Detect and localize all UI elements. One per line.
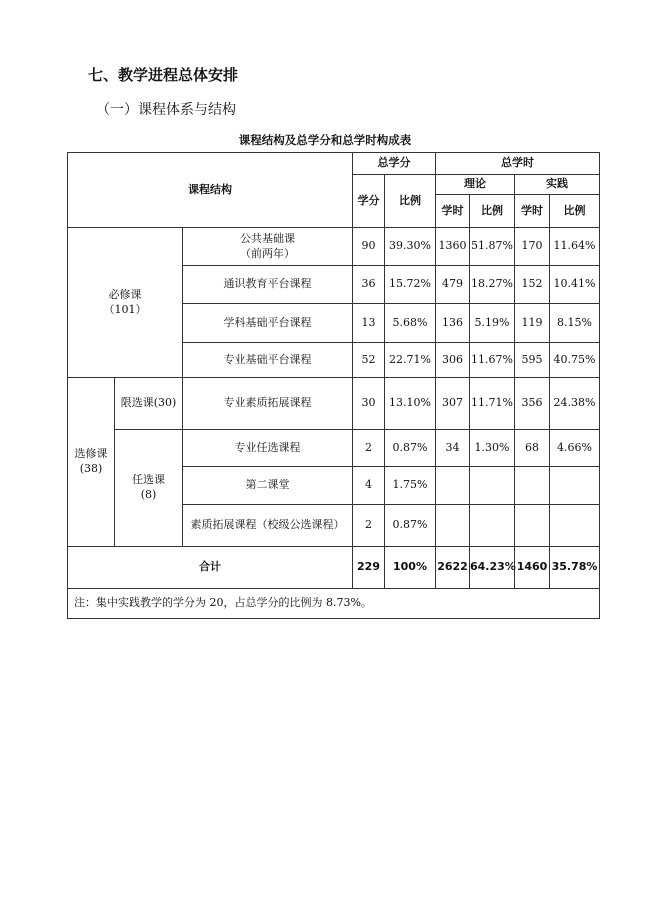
course-name: 专业任选课程 bbox=[183, 430, 353, 467]
required-group-count: （101） bbox=[103, 302, 147, 316]
practice-hours-cell: 152 bbox=[515, 266, 550, 304]
theory-ratio-cell: 11.71% bbox=[470, 378, 515, 430]
theory-ratio-cell: 11.67% bbox=[470, 343, 515, 378]
theory-ratio-cell bbox=[470, 505, 515, 547]
credits-cell: 2 bbox=[353, 430, 385, 467]
credits-cell: 4 bbox=[353, 467, 385, 505]
limited-elective-label: 限选课(30) bbox=[115, 378, 183, 430]
credits-cell: 36 bbox=[353, 266, 385, 304]
course-name: 专业基础平台课程 bbox=[183, 343, 353, 378]
total-theory-hours: 2622 bbox=[436, 547, 470, 589]
table-row bbox=[68, 228, 600, 266]
total-row bbox=[68, 547, 600, 589]
theory-hours-cell: 1360 bbox=[436, 228, 470, 266]
ratio-cell: 0.87% bbox=[385, 505, 436, 547]
practice-hours-cell: 68 bbox=[515, 430, 550, 467]
course-name: 素质拓展课程（校级公选课程） bbox=[183, 505, 353, 547]
total-label: 合计 bbox=[68, 547, 353, 589]
header-total-credits: 总学分 bbox=[353, 153, 436, 175]
theory-hours-cell: 34 bbox=[436, 430, 470, 467]
theory-hours-cell: 307 bbox=[436, 378, 470, 430]
ratio-cell: 1.75% bbox=[385, 467, 436, 505]
ratio-cell: 15.72% bbox=[385, 266, 436, 304]
course-name-cell bbox=[183, 228, 353, 266]
practice-ratio-cell: 11.64% bbox=[550, 228, 600, 266]
practice-ratio-cell: 4.66% bbox=[550, 430, 600, 467]
elective-group-cell bbox=[68, 378, 115, 547]
total-ratio: 100% bbox=[385, 547, 436, 589]
ratio-cell: 5.68% bbox=[385, 304, 436, 343]
header-theory-hours: 学时 bbox=[436, 195, 470, 228]
practice-hours-cell: 170 bbox=[515, 228, 550, 266]
course-name: 第二课堂 bbox=[183, 467, 353, 505]
ratio-cell: 13.10% bbox=[385, 378, 436, 430]
elective-group-label: 选修课 bbox=[74, 447, 108, 461]
header-practice-hours: 学时 bbox=[515, 195, 550, 228]
course-structure-table bbox=[67, 152, 600, 619]
theory-hours-cell: 306 bbox=[436, 343, 470, 378]
credits-cell: 90 bbox=[353, 228, 385, 266]
theory-ratio-cell bbox=[470, 467, 515, 505]
practice-ratio-cell bbox=[550, 467, 600, 505]
ratio-cell: 0.87% bbox=[385, 430, 436, 467]
credits-cell: 52 bbox=[353, 343, 385, 378]
header-theory: 理论 bbox=[436, 175, 515, 195]
header-practice: 实践 bbox=[515, 175, 600, 195]
credits-cell: 13 bbox=[353, 304, 385, 343]
theory-ratio-cell: 1.30% bbox=[470, 430, 515, 467]
practice-ratio-cell: 8.15% bbox=[550, 304, 600, 343]
theory-ratio-cell: 18.27% bbox=[470, 266, 515, 304]
course-name: 通识教育平台课程 bbox=[183, 266, 353, 304]
free-elective-label: 任选课 bbox=[132, 473, 165, 487]
header-credit-ratio: 比例 bbox=[385, 175, 436, 228]
header-course-structure: 课程结构 bbox=[68, 153, 353, 228]
theory-hours-cell bbox=[436, 505, 470, 547]
section-title: 七、教学进程总体安排 bbox=[88, 66, 239, 84]
practice-hours-cell: 595 bbox=[515, 343, 550, 378]
header-theory-ratio: 比例 bbox=[470, 195, 515, 228]
elective-group-count: (38) bbox=[79, 462, 103, 475]
total-practice-ratio: 35.78% bbox=[550, 547, 600, 589]
header-row-1 bbox=[68, 153, 600, 175]
table-note: 注：集中实践教学的学分为 20，占总学分的比例为 8.73%。 bbox=[68, 589, 600, 619]
practice-ratio-cell bbox=[550, 505, 600, 547]
subsection-title: （一）课程体系与结构 bbox=[96, 102, 236, 118]
course-name: 学科基础平台课程 bbox=[183, 304, 353, 343]
header-total-hours: 总学时 bbox=[436, 153, 600, 175]
course-name: 专业素质拓展课程 bbox=[183, 378, 353, 430]
theory-hours-cell: 479 bbox=[436, 266, 470, 304]
practice-ratio-cell: 10.41% bbox=[550, 266, 600, 304]
required-group-cell bbox=[68, 228, 183, 378]
table-row bbox=[68, 430, 600, 467]
table-caption: 课程结构及总学分和总学时构成表 bbox=[238, 133, 412, 147]
practice-ratio-cell: 24.38% bbox=[550, 378, 600, 430]
required-group-label: 必修课 bbox=[108, 287, 142, 301]
total-credits: 229 bbox=[353, 547, 385, 589]
ratio-cell: 39.30% bbox=[385, 228, 436, 266]
ratio-cell: 22.71% bbox=[385, 343, 436, 378]
note-row bbox=[68, 589, 600, 619]
header-credits: 学分 bbox=[353, 175, 385, 228]
theory-hours-cell bbox=[436, 467, 470, 505]
header-practice-ratio: 比例 bbox=[550, 195, 600, 228]
practice-hours-cell: 119 bbox=[515, 304, 550, 343]
free-elective-count: (8) bbox=[140, 488, 157, 501]
practice-hours-cell bbox=[515, 467, 550, 505]
course-name: 公共基础课 bbox=[240, 231, 295, 245]
theory-ratio-cell: 5.19% bbox=[470, 304, 515, 343]
credits-cell: 2 bbox=[353, 505, 385, 547]
total-theory-ratio: 64.23% bbox=[470, 547, 515, 589]
total-practice-hours: 1460 bbox=[515, 547, 550, 589]
free-elective-cell bbox=[115, 430, 183, 547]
theory-hours-cell: 136 bbox=[436, 304, 470, 343]
course-name-note: （前两年） bbox=[240, 246, 295, 260]
practice-ratio-cell: 40.75% bbox=[550, 343, 600, 378]
practice-hours-cell: 356 bbox=[515, 378, 550, 430]
credits-cell: 30 bbox=[353, 378, 385, 430]
practice-hours-cell bbox=[515, 505, 550, 547]
table-row bbox=[68, 378, 600, 430]
theory-ratio-cell: 51.87% bbox=[470, 228, 515, 266]
